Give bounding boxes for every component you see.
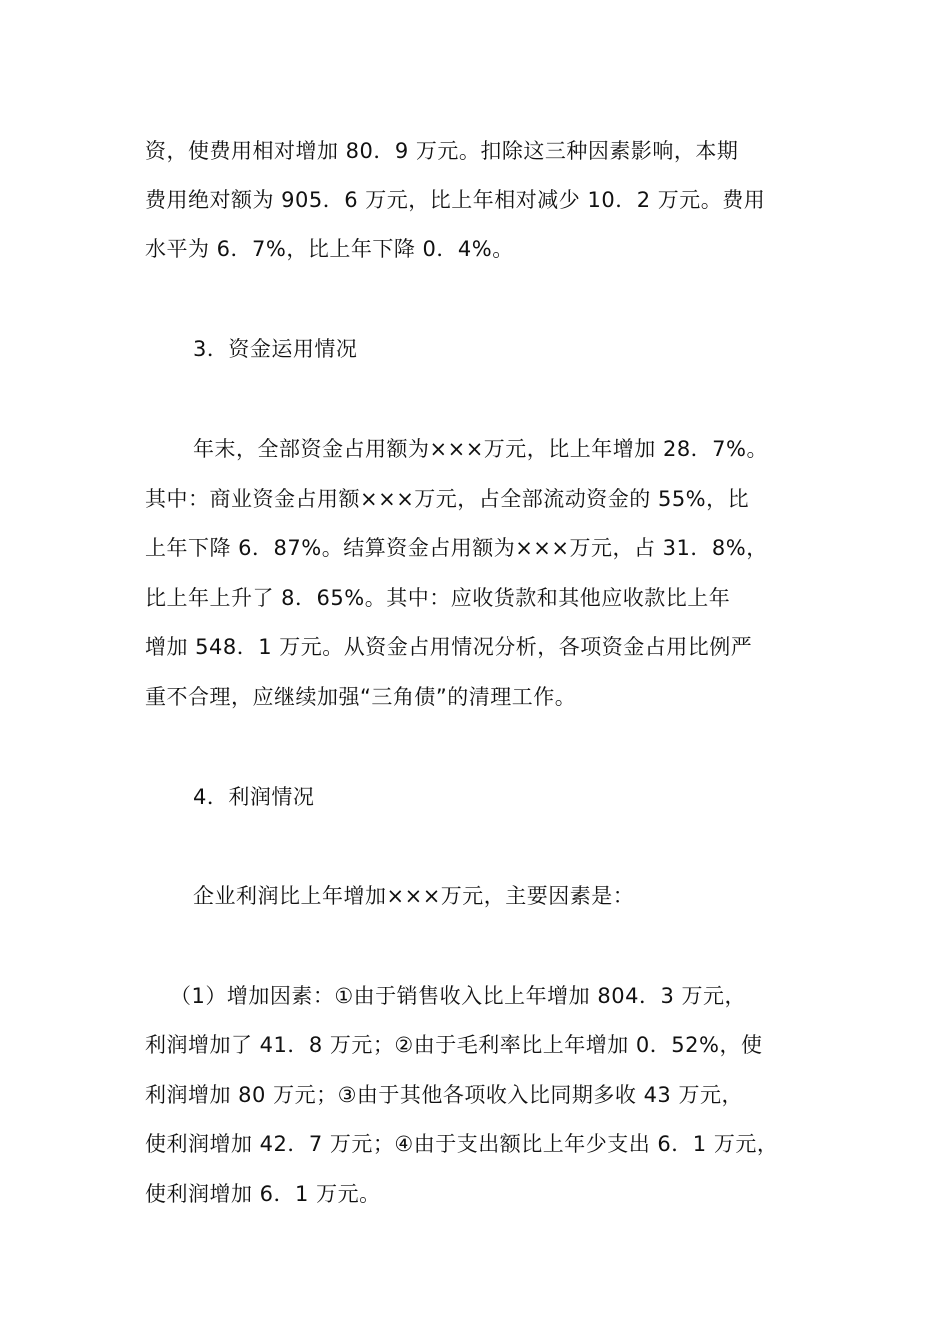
section-heading-4: 4．利润情况: [193, 785, 315, 809]
paragraph-line: 使利润增加 42．7 万元；④由于支出额比上年少支出 6．1 万元，: [145, 1132, 779, 1156]
paragraph-line: 利润增加了 41．8 万元；②由于毛利率比上年增加 0．52%，使: [145, 1033, 763, 1057]
paragraph-line: 资，使费用相对增加 80．9 万元。扣除这三种因素影响，本期: [145, 139, 739, 163]
paragraph-line: 增加 548．1 万元。从资金占用情况分析，各项资金占用比例严: [145, 635, 753, 659]
paragraph-line: 企业利润比上年增加×××万元，主要因素是：: [193, 884, 635, 908]
paragraph-line: 其中：商业资金占用额×××万元，占全部流动资金的 55%，比: [145, 487, 750, 511]
section-heading-3: 3．资金运用情况: [193, 337, 358, 361]
paragraph-line: 费用绝对额为 905．6 万元，比上年相对减少 10．2 万元。费用: [145, 188, 766, 212]
paragraph-line: 年末，全部资金占用额为×××万元，比上年增加 28．7%。: [193, 437, 768, 461]
paragraph-line: 利润增加 80 万元；③由于其他各项收入比同期多收 43 万元，: [145, 1083, 743, 1107]
paragraph-line: 上年下降 6．87%。结算资金占用额为×××万元，占 31．8%，: [145, 536, 768, 560]
paragraph-line: 重不合理，应继续加强“三角债”的清理工作。: [145, 685, 577, 709]
paragraph-line: （1）增加因素：①由于销售收入比上年增加 804．3 万元，: [170, 984, 746, 1008]
paragraph-line: 比上年上升了 8．65%。其中：应收货款和其他应收款比上年: [145, 586, 731, 610]
paragraph-line: 水平为 6．7%，比上年下降 0．4%。: [145, 237, 514, 261]
paragraph-line: 使利润增加 6．1 万元。: [145, 1182, 381, 1206]
